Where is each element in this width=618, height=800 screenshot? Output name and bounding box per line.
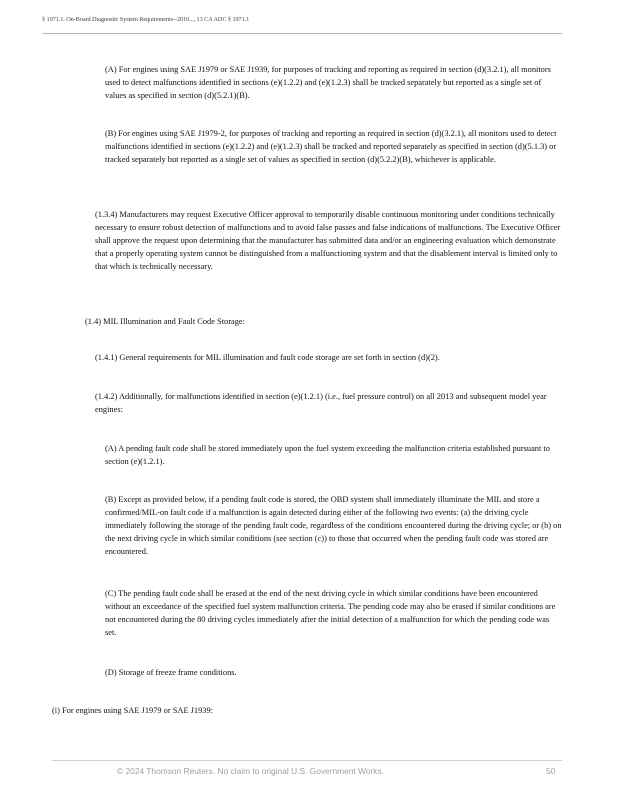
paragraph-c-erase-pending-code: (C) The pending fault code shall be erased at the end of the next driving cycle in which similar conditions have been encountered without an exceedance of the specified fuel system malfunction criteria. The pending code may also be erased if similar conditions are not encountered during the 80 driving cycles immediately after the initial detection of a malfunction for which the pending code was set. — [105, 589, 556, 637]
running-header: § 1971.1. On-Board Diagnostic System Requirements--2010..., 13 CA ADC § 1971.1 — [42, 16, 250, 23]
paragraph-1-4-1: (1.4.1) General requirements for MIL illumination and fault code storage are set forth in section (d)(2). — [95, 353, 440, 362]
paragraph-1-4-2: (1.4.2) Additionally, for malfunctions identified in section (e)(1.2.1) (i.e., fuel pressure control) on all 2013 and subsequent model year engines: — [95, 392, 547, 414]
paragraph-1-3-4: (1.3.4) Manufacturers may request Executive Officer approval to temporarily disable continuous monitoring under conditions technically necessary to ensure robust detection of malfunctions and to avoid false passes and false indications of malfunctions. The Executive Officer shall approve the request upon determining that the manufacturer has submitted data and/or an engineering evaluation which demonstrate that a properly operating system cannot be distinguished from a malfunctioning system and that the disablement interval is limited only to that which is technically necessary. — [95, 210, 561, 271]
paragraph-a-pending-code: (A) A pending fault code shall be stored immediately upon the fuel system exceeding the malfunction criteria established pursuant to section (e)(1.2.1). — [105, 444, 550, 466]
paragraph-a-j1979: (A) For engines using SAE J1979 or SAE J1939, for purposes of tracking and reporting as required in section (d)(3.2.1), all monitors used to detect malfunctions identified in sections (e)(1.2.2) and (e)(1.2.3) shall be tracked separately but reported as a single set of values as specified in section (d)(5.2.1)(B). — [105, 65, 551, 100]
paragraph-b-j1979-2: (B) For engines using SAE J1979-2, for purposes of tracking and reporting as required in section (d)(3.2.1), all monitors used to detect malfunctions identified in sections (e)(1.2.2) and (e)(1.2.3) shall be tracked and reported separately as specified in section (d)(5.1.3) or tracked separately but reported as a single set of values as specified in section (d)(5.2.2)(B), whichever is applicable. — [105, 129, 557, 164]
footer-copyright: © 2024 Thomson Reuters. No claim to original U.S. Government Works. — [117, 766, 384, 776]
header-divider — [42, 33, 562, 34]
paragraph-1-4-heading: (1.4) MIL Illumination and Fault Code Storage: — [85, 317, 245, 326]
paragraph-b-mil-illumination: (B) Except as provided below, if a pending fault code is stored, the OBD system shall immediately illuminate the MIL and store a confirmed/MIL-on fault code if a malfunction is again detected during either of the following two events: (a) the driving cycle immediately following the storage of the pending fault code, regardless of the conditions encountered during the driving cycle; or (b) on the next driving cycle in which similar conditions (see section (c)) to those that occurred when the pending fault code was stored are encountered. — [105, 495, 562, 556]
footer-divider — [52, 760, 562, 761]
page-number: 50 — [546, 766, 556, 776]
paragraph-i-j1979-j1939: (i) For engines using SAE J1979 or SAE J1939: — [52, 706, 213, 715]
paragraph-d-freeze-frame: (D) Storage of freeze frame conditions. — [105, 668, 237, 677]
